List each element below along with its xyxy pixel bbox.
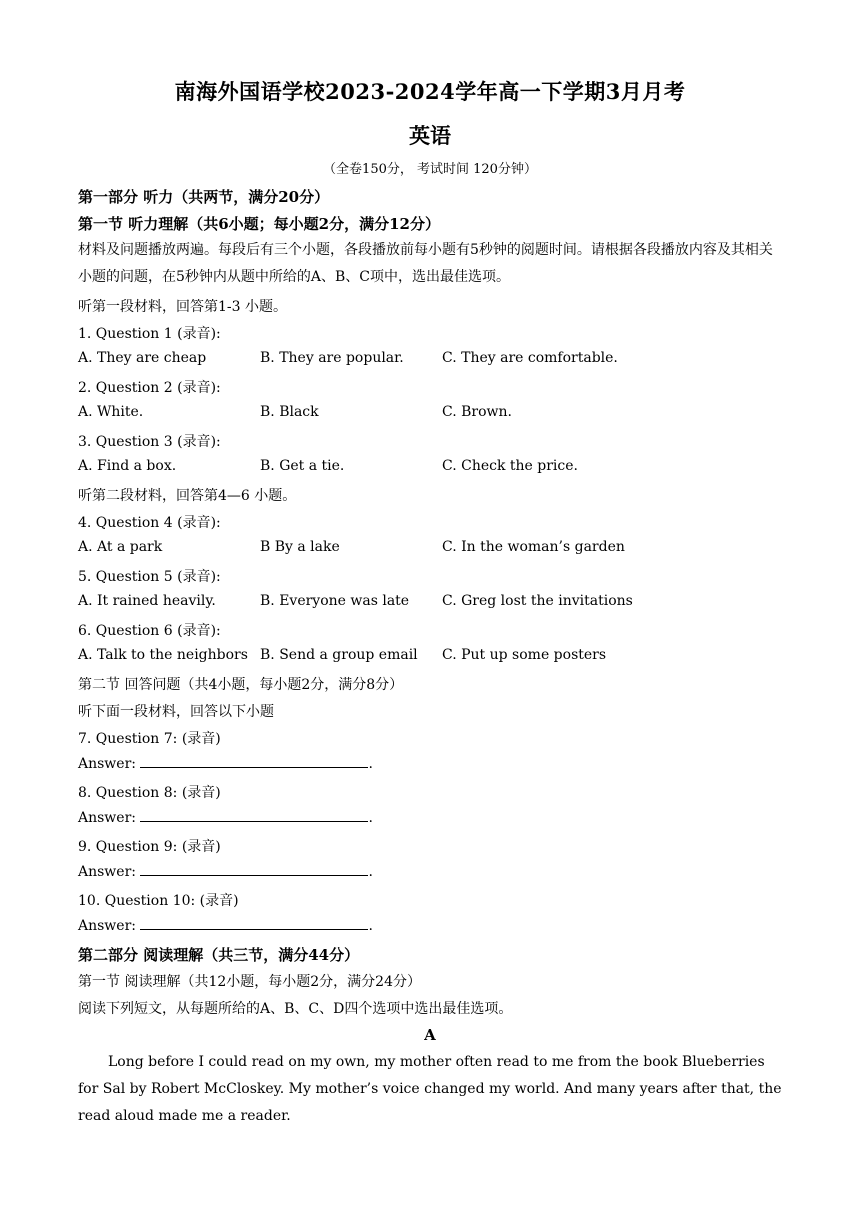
q9-answer-blank[interactable] [140,863,368,876]
q3-option-a: A. Find a box. [78,458,177,474]
part1-section2-intro: 听下面一段材料，回答以下小题 [78,704,274,720]
period: . [368,756,373,772]
period: . [368,918,373,934]
question-1: 1. Question 1 (录音): [78,326,221,342]
q2-option-c: C. Brown. [442,404,512,420]
question-6: 6. Question 6 (录音): [78,623,221,639]
q5-option-a: A. It rained heavily. [78,593,216,609]
q8-answer-blank[interactable] [140,809,368,822]
question-4: 4. Question 4 (录音): [78,515,221,531]
passage-a-text: Long before I could read on my own, my mother often read to me from the book Blueberries for Sal by Robert McCloskey. My mother’s voice changed my world. And many years after that, the read aloud made me a reader. [78,1054,782,1124]
answer-label: Answer: [78,918,136,934]
question-10: 10. Question 10: (录音) [78,893,239,909]
q10-answer-blank[interactable] [140,917,368,930]
question-7: 7. Question 7: (录音) [78,731,221,747]
q4-option-a: A. At a park [78,539,163,555]
q1-option-c: C. They are comfortable. [442,350,618,366]
q2-option-b: B. Black [260,404,319,420]
question-5: 5. Question 5 (录音): [78,569,221,585]
subject-title: 英语 [409,123,451,148]
q9-answer-row [78,863,373,880]
q3-option-c: C. Check the price. [442,458,578,474]
q7-answer-row [78,755,373,772]
exam-note: （全卷150分， 考试时间 120分钟） [323,162,537,177]
question-3: 3. Question 3 (录音): [78,434,221,450]
part1-section2-heading: 第二节 回答问题（共4小题，每小题2分，满分8分） [78,677,404,693]
material1-intro: 听第一段材料，回答第1-3 小题。 [78,299,287,315]
q10-answer-row [78,917,373,934]
q4-option-b: B By a lake [260,539,340,555]
question-2: 2. Question 2 (录音): [78,380,221,396]
question-8: 8. Question 8: (录音) [78,785,221,801]
answer-label: Answer: [78,756,136,772]
part2-heading: 第二部分 阅读理解（共三节，满分44分） [78,946,360,964]
part1-section1-heading: 第一节 听力理解（共6小题；每小题2分，满分12分） [78,215,440,233]
period: . [368,810,373,826]
q2-option-a: A. White. [78,404,144,420]
q5-option-c: C. Greg lost the invitations [442,593,633,609]
material2-intro: 听第二段材料，回答第4—6 小题。 [78,488,297,504]
answer-label: Answer: [78,864,136,880]
q1-option-a: A. They are cheap [78,350,207,366]
q6-option-a: A. Talk to the neighbors [78,647,248,663]
q8-answer-row [78,809,373,826]
part2-section1-heading: 第一节 阅读理解（共12小题，每小题2分，满分24分） [78,974,421,990]
exam-title: 南海外国语学校2023-2024学年高一下学期3月月考 [174,79,686,104]
part1-heading: 第一部分 听力（共两节，满分20分） [78,188,330,206]
answer-label: Answer: [78,810,136,826]
q3-option-b: B. Get a tie. [260,458,345,474]
passage-label: A [424,1026,436,1044]
part1-instructions: 材料及问题播放两遍。每段后有三个小题，各段播放前每小题有5秒钟的阅题时间。请根据各段播放内容及其相关小题的问题，在5秒钟内从题中所给的A、B、C项中，选出最佳选项。 [78,242,773,285]
q7-answer-blank[interactable] [140,755,368,768]
q6-option-b: B. Send a group email [260,647,418,663]
question-9: 9. Question 9: (录音) [78,839,221,855]
period: . [368,864,373,880]
q1-option-b: B. They are popular. [260,350,404,366]
q6-option-c: C. Put up some posters [442,647,607,663]
part2-instructions: 阅读下列短文，从每题所给的A、B、C、D四个选项中选出最佳选项。 [78,1001,513,1017]
q4-option-c: C. In the woman’s garden [442,539,625,555]
q5-option-b: B. Everyone was late [260,593,410,609]
